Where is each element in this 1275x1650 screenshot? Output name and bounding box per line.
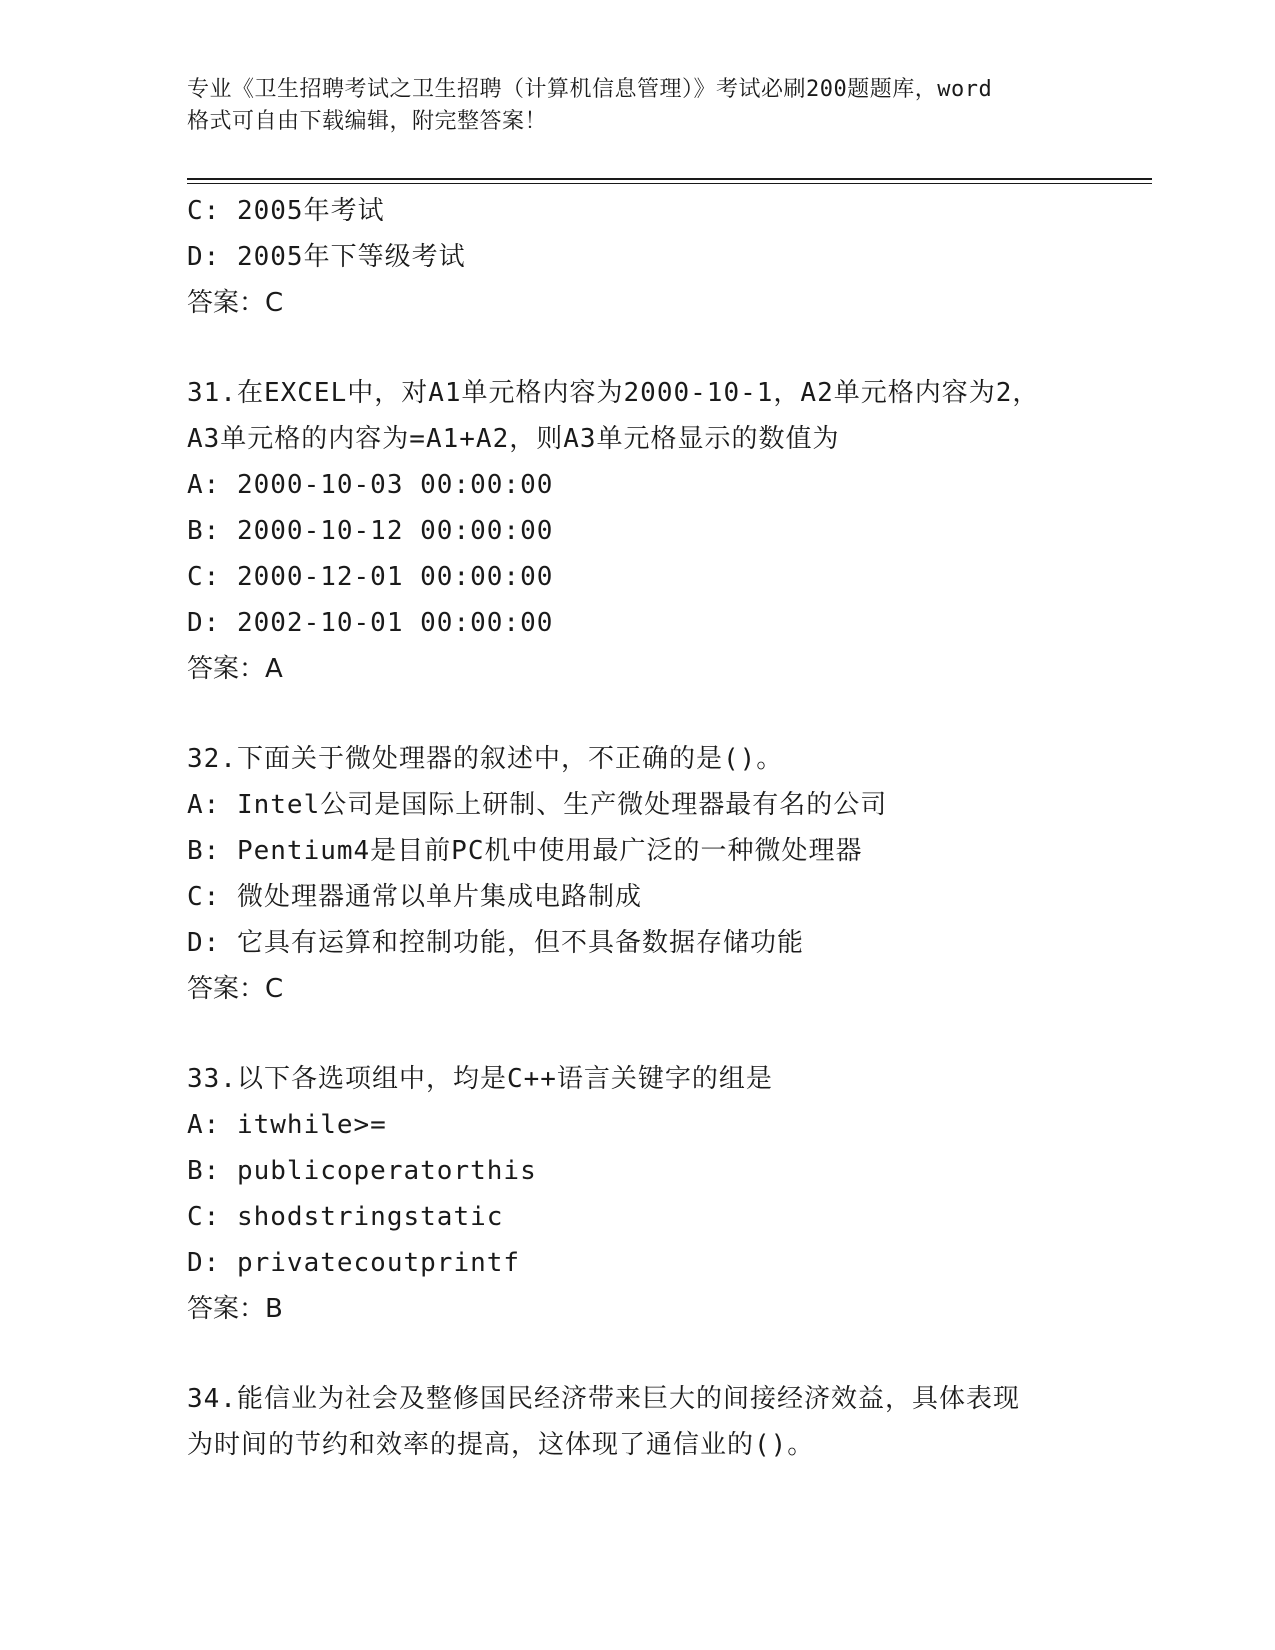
question-stem: 33.以下各选项组中，均是C++语言关键字的组是: [187, 1064, 773, 1094]
option-c: C: 2000-12-01 00:00:00: [187, 562, 554, 592]
option-b: B: publicoperatorthis: [187, 1156, 537, 1186]
option-c: C: shodstringstatic: [187, 1202, 504, 1232]
question-32: [187, 736, 1087, 1012]
answer-line: 答案：A: [187, 654, 283, 684]
question-stem: 为时间的节约和效率的提高，这体现了通信业的()。: [187, 1430, 815, 1460]
question-33: [187, 1056, 1087, 1332]
header-divider-thin: [187, 183, 1152, 184]
option-b: B: Pentium4是目前PC机中使用最广泛的一种微处理器: [187, 836, 863, 866]
option-a: A: itwhile>=: [187, 1110, 387, 1140]
question-30-continued: [187, 188, 1087, 326]
question-stem: A3单元格的内容为=A1+A2，则A3单元格显示的数值为: [187, 424, 840, 454]
header-divider-thick: [187, 178, 1152, 180]
question-stem: 32.下面关于微处理器的叙述中，不正确的是()。: [187, 744, 784, 774]
option-d: D: 2005年下等级考试: [187, 242, 466, 272]
option-a: A: Intel公司是国际上研制、生产微处理器最有名的公司: [187, 790, 888, 820]
header-line-1: 专业《卫生招聘考试之卫生招聘（计算机信息管理）》考试必刷200题题库，word: [187, 77, 993, 102]
question-34: [187, 1376, 1087, 1468]
option-a: A: 2000-10-03 00:00:00: [187, 470, 554, 500]
question-stem: 34.能信业为社会及整修国民经济带来巨大的间接经济效益，具体表现: [187, 1384, 1020, 1414]
question-list: [187, 188, 1087, 1468]
option-c: C: 微处理器通常以单片集成电路制成: [187, 882, 642, 912]
option-d: D: 它具有运算和控制功能，但不具备数据存储功能: [187, 928, 804, 958]
option-d: D: 2002-10-01 00:00:00: [187, 608, 554, 638]
answer-line: 答案：B: [187, 1294, 283, 1324]
header-line-2: 格式可自由下载编辑，附完整答案！: [187, 109, 548, 134]
answer-line: 答案：C: [187, 974, 284, 1004]
option-d: D: privatecoutprintf: [187, 1248, 521, 1278]
document-header: [187, 74, 1087, 138]
question-31: [187, 370, 1087, 692]
answer-line: 答案：C: [187, 288, 284, 318]
option-b: B: 2000-10-12 00:00:00: [187, 516, 554, 546]
question-stem: 31.在EXCEL中，对A1单元格内容为2000-10-1，A2单元格内容为2，: [187, 378, 1040, 408]
option-c: C: 2005年考试: [187, 196, 385, 226]
